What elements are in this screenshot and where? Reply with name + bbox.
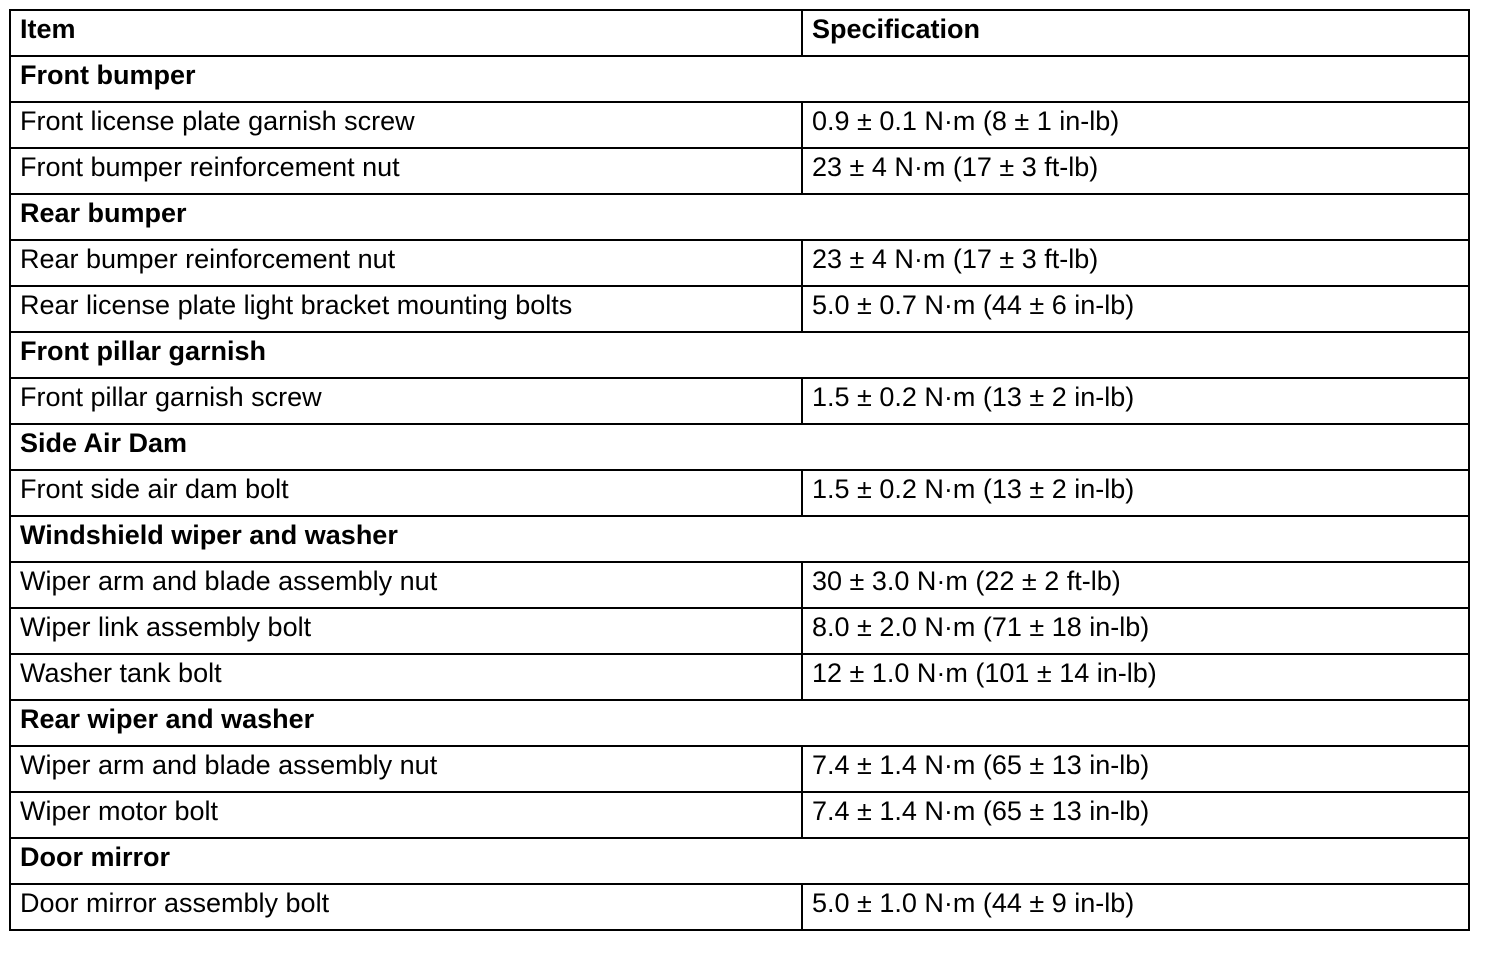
item-cell: Rear bumper reinforcement nut: [10, 240, 802, 286]
specification-cell: 1.5 ± 0.2 N·m (13 ± 2 in-lb): [802, 378, 1469, 424]
specification-cell: 23 ± 4 N·m (17 ± 3 ft-lb): [802, 240, 1469, 286]
table-row: [10, 378, 1469, 424]
table-body: [10, 56, 1469, 930]
section-title: Front bumper: [10, 56, 1469, 102]
header-item: Item: [10, 10, 802, 56]
specification-cell: 0.9 ± 0.1 N·m (8 ± 1 in-lb): [802, 102, 1469, 148]
section-row: [10, 424, 1469, 470]
specification-cell: 7.4 ± 1.4 N·m (65 ± 13 in-lb): [802, 746, 1469, 792]
item-cell: Front pillar garnish screw: [10, 378, 802, 424]
section-row: [10, 332, 1469, 378]
table-row: [10, 240, 1469, 286]
specification-cell: 12 ± 1.0 N·m (101 ± 14 in-lb): [802, 654, 1469, 700]
table-row: [10, 884, 1469, 930]
specification-cell: 5.0 ± 1.0 N·m (44 ± 9 in-lb): [802, 884, 1469, 930]
item-cell: Wiper arm and blade assembly nut: [10, 746, 802, 792]
specification-cell: 8.0 ± 2.0 N·m (71 ± 18 in-lb): [802, 608, 1469, 654]
table-row: [10, 470, 1469, 516]
specification-cell: 30 ± 3.0 N·m (22 ± 2 ft-lb): [802, 562, 1469, 608]
section-row: [10, 56, 1469, 102]
section-title: Rear bumper: [10, 194, 1469, 240]
section-title: Rear wiper and washer: [10, 700, 1469, 746]
item-cell: Washer tank bolt: [10, 654, 802, 700]
table-row: [10, 792, 1469, 838]
section-row: [10, 700, 1469, 746]
specification-cell: 7.4 ± 1.4 N·m (65 ± 13 in-lb): [802, 792, 1469, 838]
item-cell: Front license plate garnish screw: [10, 102, 802, 148]
item-cell: Wiper motor bolt: [10, 792, 802, 838]
item-cell: Rear license plate light bracket mounting bolts: [10, 286, 802, 332]
specification-cell: 5.0 ± 0.7 N·m (44 ± 6 in-lb): [802, 286, 1469, 332]
item-cell: Wiper arm and blade assembly nut: [10, 562, 802, 608]
table-row: [10, 286, 1469, 332]
section-row: [10, 516, 1469, 562]
table-row: [10, 102, 1469, 148]
table-row: [10, 148, 1469, 194]
item-cell: Front bumper reinforcement nut: [10, 148, 802, 194]
section-title: Front pillar garnish: [10, 332, 1469, 378]
table-row: [10, 562, 1469, 608]
table-row: [10, 654, 1469, 700]
table-header-row: [10, 10, 1469, 56]
table-row: [10, 608, 1469, 654]
torque-spec-table: [9, 9, 1470, 931]
section-title: Side Air Dam: [10, 424, 1469, 470]
section-title: Door mirror: [10, 838, 1469, 884]
specification-cell: 23 ± 4 N·m (17 ± 3 ft-lb): [802, 148, 1469, 194]
item-cell: Front side air dam bolt: [10, 470, 802, 516]
section-row: [10, 838, 1469, 884]
specification-cell: 1.5 ± 0.2 N·m (13 ± 2 in-lb): [802, 470, 1469, 516]
item-cell: Door mirror assembly bolt: [10, 884, 802, 930]
section-title: Windshield wiper and washer: [10, 516, 1469, 562]
table-row: [10, 746, 1469, 792]
item-cell: Wiper link assembly bolt: [10, 608, 802, 654]
header-specification: Specification: [802, 10, 1469, 56]
section-row: [10, 194, 1469, 240]
